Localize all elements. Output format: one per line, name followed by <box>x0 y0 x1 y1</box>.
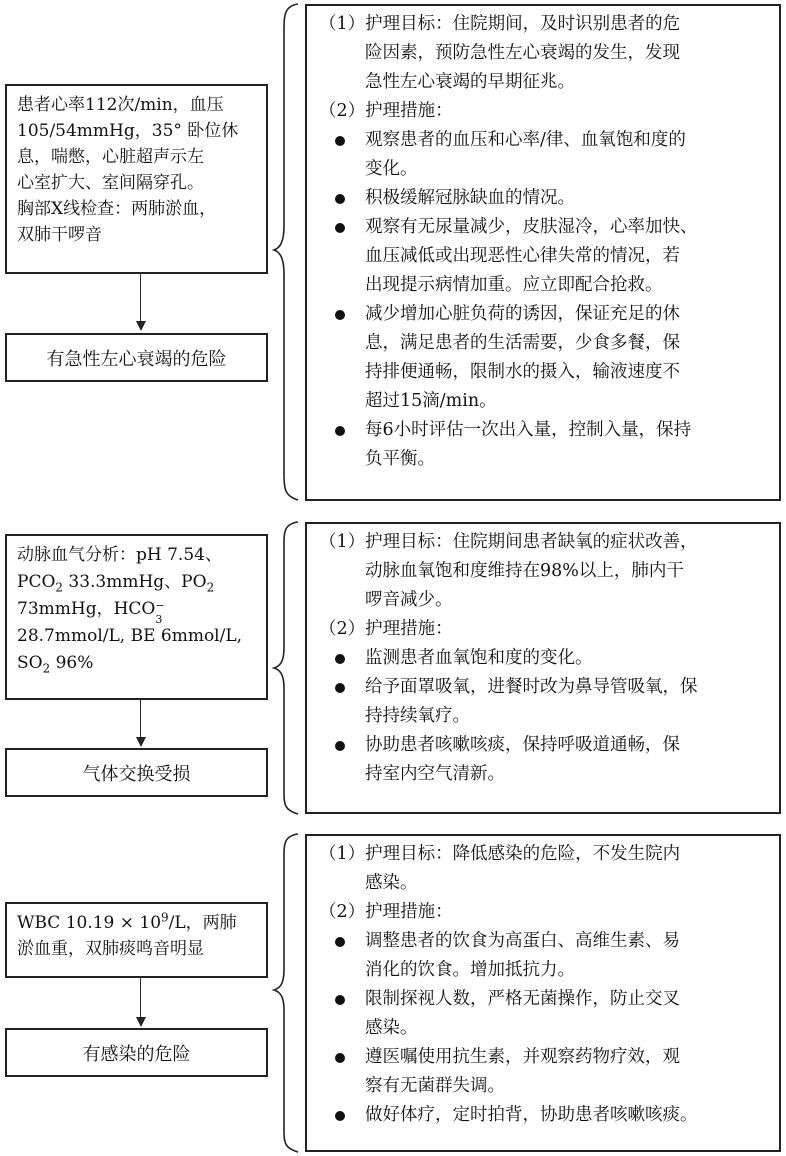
assessment-line: 动脉血气分析：pH 7.54、 <box>17 545 222 565</box>
goal-text: 住院期间患者缺氧的症状改善， <box>452 532 698 552</box>
formula-part: WBC 10.19 × 10 <box>17 913 162 933</box>
formula-part: PCO <box>17 572 56 592</box>
arrow-head-icon <box>136 321 146 331</box>
measure-item <box>319 673 769 731</box>
bullet-icon <box>335 654 345 664</box>
brace-2 <box>272 520 302 816</box>
flow-arrow-2 <box>140 700 141 738</box>
measure-line: 遵医嘱使用抗生素，并观察药物疗效，观 <box>365 1047 680 1067</box>
measure-line: 持室内空气清新。 <box>365 764 505 784</box>
arrow-head-icon <box>136 737 146 747</box>
diagnosis-box-3 <box>5 1028 268 1077</box>
assessment-box-2 <box>5 534 268 700</box>
goal-text: 啰音减少。 <box>365 590 453 610</box>
diagnosis-label: 气体交换受损 <box>82 763 191 785</box>
plan-box-1 <box>305 4 781 501</box>
assessment-line: 淤血重，双肺痰鸣音明显 <box>17 939 204 959</box>
goal-text: 住院期间，及时识别患者的危 <box>452 14 681 34</box>
flow-arrow-1 <box>140 274 141 322</box>
measure-line: 消化的饮食。增加抵抗力。 <box>365 960 575 980</box>
assessment-box-3 <box>5 902 268 978</box>
assessment-line: 心室扩大、室间隔穿孔。 <box>17 173 204 193</box>
measure-line: 变化。 <box>365 159 418 179</box>
measure-line: 减少增加心脏负荷的诱因，保证充足的休 <box>365 304 680 324</box>
goal-text: 降低感染的危险，不发生院内 <box>452 844 681 864</box>
assessment-line: 105/54mmHg，35° 卧位休 <box>17 121 239 141</box>
measure-line: 协助患者咳嗽咳痰，保持呼吸道通畅，保 <box>365 735 680 755</box>
measure-line: 持排便通畅，限制水的摄入，输液速度不 <box>365 362 680 382</box>
assessment-line: 息，喘憋，心脏超声示左 <box>17 147 204 167</box>
goal-heading: （1）护理目标： <box>319 844 453 864</box>
formula-sup: 9 <box>161 910 169 925</box>
assessment-line: 胸部X线检查：两肺淤血， <box>17 199 217 219</box>
measure-item <box>319 927 769 985</box>
formula-sub: 2 <box>42 661 51 676</box>
formula-sub: 2 <box>55 580 63 595</box>
measure-line: 超过15滴/min。 <box>365 391 497 411</box>
diagnosis-box-1 <box>5 333 268 382</box>
measure-item <box>319 985 769 1043</box>
formula-part: 96% <box>50 653 94 673</box>
measure-line: 每6小时评估一次出入量，控制入量，保持 <box>365 420 692 440</box>
assessment-line <box>17 910 258 936</box>
measure-line: 察有无菌群失调。 <box>365 1076 505 1096</box>
measure-line: 调整患者的饮食为高蛋白、高维生素、易 <box>365 931 680 951</box>
measure-item <box>319 184 769 213</box>
measures-heading: （2）护理措施： <box>319 101 453 121</box>
plan-box-3 <box>305 834 781 1152</box>
assessment-box-1 <box>5 84 268 274</box>
goal-heading: （1）护理目标： <box>319 532 453 552</box>
assessment-line: 28.7mmol/L, BE 6mmol/L, <box>17 626 243 646</box>
goal-text: 险因素，预防急性左心衰竭的发生，发现 <box>365 43 680 63</box>
diagnosis-box-2 <box>5 748 268 797</box>
brace-3 <box>272 832 302 1154</box>
bullet-icon <box>335 310 345 320</box>
measure-item <box>319 644 769 673</box>
bullet-icon <box>335 741 345 751</box>
goal-text: 急性左心衰竭的早期征兆。 <box>365 72 575 92</box>
measure-line: 出现提示病情加重。应立即配合抢救。 <box>365 275 663 295</box>
measure-line: 血压减低或出现恶性心律失常的情况，若 <box>365 246 680 266</box>
bullet-icon <box>335 194 345 204</box>
measure-line: 给予面罩吸氧，进餐时改为鼻导管吸氧，保 <box>365 677 698 697</box>
goal-text: 感染。 <box>365 873 418 893</box>
bullet-icon <box>335 937 345 947</box>
plan-box-2 <box>305 522 781 814</box>
measure-item <box>319 731 769 789</box>
arrow-head-icon <box>136 1017 146 1027</box>
bullet-icon <box>335 223 345 233</box>
assessment-line <box>17 569 258 596</box>
diagnosis-label: 有感染的危险 <box>82 1043 191 1065</box>
measure-line: 观察有无尿量减少，皮肤湿冷，心率加快、 <box>365 217 698 237</box>
measure-item <box>319 213 769 300</box>
bullet-icon <box>335 1111 345 1121</box>
bullet-icon <box>335 136 345 146</box>
measure-line: 做好体疗，定时拍背，协助患者咳嗽咳痰。 <box>365 1105 698 1125</box>
assessment-line <box>17 650 258 677</box>
assessment-line: 患者心率112次/min，血压 <box>17 95 224 115</box>
measure-item <box>319 126 769 184</box>
diagnosis-label: 有急性左心衰竭的危险 <box>46 348 227 370</box>
measure-item <box>319 1101 769 1130</box>
measures-heading: （2）护理措施： <box>319 619 453 639</box>
assessment-line: 双肺干啰音 <box>17 225 102 245</box>
measure-item <box>319 416 769 474</box>
formula-part: /L，两肺 <box>168 913 237 933</box>
bullet-icon <box>335 995 345 1005</box>
measure-line: 限制探视人数，严格无菌操作，防止交叉 <box>365 989 680 1009</box>
measure-item <box>319 300 769 416</box>
measure-item <box>319 1043 769 1101</box>
bullet-icon <box>335 426 345 436</box>
goal-heading: （1）护理目标： <box>319 14 453 34</box>
measures-heading: （2）护理措施： <box>319 902 453 922</box>
formula-part: 73mmHg，HCO <box>17 599 156 619</box>
formula-part: SO <box>17 653 43 673</box>
bullet-icon <box>335 1053 345 1063</box>
assessment-line <box>17 596 258 626</box>
measure-line: 持持续氧疗。 <box>365 706 470 726</box>
flow-arrow-3 <box>140 978 141 1018</box>
measure-line: 积极缓解冠脉缺血的情况。 <box>365 188 575 208</box>
measure-line: 监测患者血氧饱和度的变化。 <box>365 648 593 668</box>
formula-sub: 3 <box>155 613 163 626</box>
brace-1 <box>272 2 302 502</box>
goal-text: 动脉血氧饱和度维持在98%以上，肺内干 <box>365 561 684 581</box>
ion-charge-group <box>155 599 165 626</box>
formula-sub: 2 <box>206 580 215 595</box>
measure-line: 息，满足患者的生活需要，少食多餐，保 <box>365 333 680 353</box>
formula-sup: − <box>155 599 165 612</box>
measure-line: 观察患者的血压和心率/律、血氧饱和度的 <box>365 130 686 150</box>
measure-line: 负平衡。 <box>365 449 435 469</box>
bullet-icon <box>335 683 345 693</box>
measure-line: 感染。 <box>365 1018 418 1038</box>
formula-part: 33.3mmHg、PO <box>62 572 207 592</box>
